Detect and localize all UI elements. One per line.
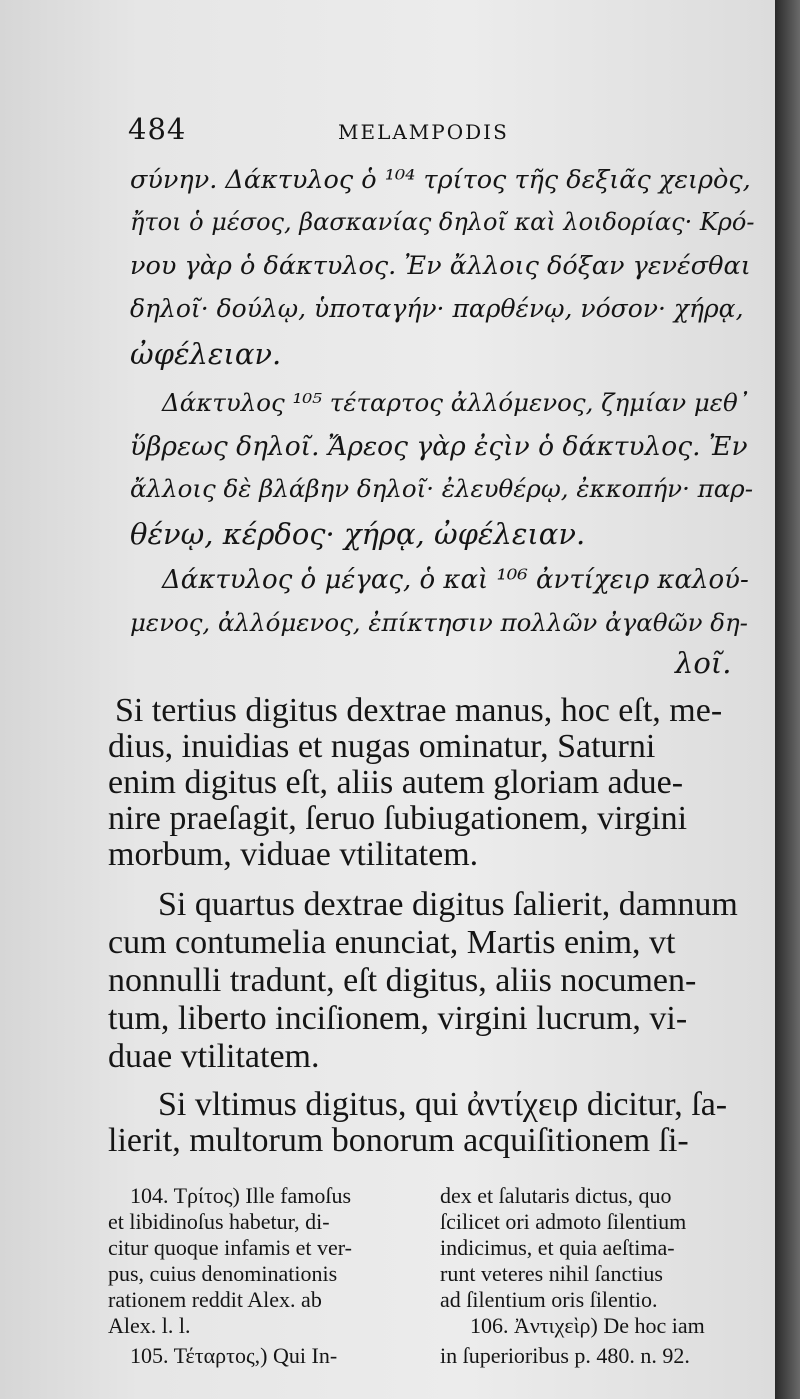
footnote-line: rationem reddit Alex. ab — [108, 1287, 322, 1312]
latin-line: lierit, multorum bonorum acquiſitionem ſi- — [108, 1122, 689, 1159]
footnote-line: 104. Τρίτος) Ille famoſus — [130, 1183, 352, 1208]
page-edge-shadow — [775, 0, 800, 1399]
greek-line: Δάκτυλος ὁ μέγας, ὁ καὶ ¹⁰⁶ ἀντίχειρ καλού- — [162, 565, 749, 595]
footnote-line: in ſuperioribus p. 480. n. 92. — [440, 1343, 690, 1368]
latin-line: enim digitus eſt, aliis autem gloriam adue- — [108, 764, 684, 801]
footnote-line: runt veteres nihil ſanctius — [440, 1261, 663, 1286]
greek-line: Δάκτυλος ¹⁰⁵ τέταρτος ἀλλόμενος, ζημίαν μεθ᾽ — [162, 388, 750, 417]
page-header — [128, 112, 688, 152]
latin-line: morbum, viduae vtilitatem. — [108, 836, 479, 873]
running-title: MELAMPODIS — [338, 120, 509, 144]
greek-line: δηλοῖ· δούλῳ, ὑποταγήν· παρθένῳ, νόσον· χήρᾳ, — [130, 294, 744, 323]
footnote-line: dex et ſalutaris dictus, quo — [440, 1183, 672, 1208]
greek-line: νου γὰρ ὁ δάκτυλος. Ἐν ἄλλοις δόξαν γενέσθαι — [130, 251, 751, 281]
greek-line: ὕβρεως δηλοῖ. Ἄρεος γὰρ ἐςὶν ὁ δάκτυλος. Ἐν — [130, 431, 748, 462]
footnote-line: Alex. l. l. — [108, 1313, 191, 1338]
latin-line: nire praeſagit, ſeruo ſubiugationem, virgini — [108, 800, 688, 837]
greek-line: μενος, ἀλλόμενος, ἐπίκτησιν πολλῶν ἀγαθῶν δη- — [130, 608, 748, 637]
greek-line: σύνην. Δάκτυλος ὁ ¹⁰⁴ τρίτος τῆς δεξιᾶς χειρὸς, — [130, 165, 751, 195]
latin-line: Si vltimus digitus, qui ἀντίχειρ dicitur, ſa- — [158, 1086, 728, 1123]
greek-line: ἤτοι ὁ μέσος, βασκανίας δηλοῖ καὶ λοιδορίας· Κρό- — [130, 208, 755, 236]
latin-line: tum, liberto inciſionem, virgini lucrum, vi- — [108, 1000, 688, 1037]
footnote-line: ad ſilentium oris ſilentio. — [440, 1287, 658, 1312]
latin-line: duae vtilitatem. — [108, 1038, 320, 1075]
footnote-line: ſcilicet ori admoto ſilentium — [440, 1209, 687, 1234]
page-number: 484 — [128, 112, 187, 146]
greek-line: ὠφέλειαν. — [130, 337, 282, 371]
latin-line: dius, inuidias et nugas ominatur, Saturni — [108, 728, 656, 765]
greek-line: θένῳ, κέρδος· χήρᾳ, ὠφέλειαν. — [130, 517, 586, 551]
latin-line: Si tertius digitus dextrae manus, hoc eſt, me- — [115, 692, 723, 729]
greek-line: ἄλλοις δὲ βλάβην δηλοῖ· ἐλευθέρῳ, ἐκκοπήν· παρ- — [130, 474, 753, 503]
latin-line: Si quartus dextrae digitus ſalierit, damnum — [158, 886, 738, 923]
footnote-line: pus, cuius denominationis — [108, 1261, 338, 1286]
footnote-line: indicimus, et quia aeſtima- — [440, 1235, 675, 1260]
latin-line: nonnulli tradunt, eſt digitus, aliis nocumen- — [108, 962, 697, 999]
footnote-line: 105. Τέταρτος,) Qui In- — [130, 1343, 338, 1368]
latin-line: cum contumelia enunciat, Martis enim, vt — [108, 924, 676, 961]
greek-line: λοῖ. — [675, 646, 732, 680]
footnote-line: et libidinoſus habetur, di- — [108, 1209, 330, 1234]
footnote-line: 106. Ἀντιχεὶρ) De hoc iam — [470, 1313, 705, 1338]
footnote-line: citur quoque infamis et ver- — [108, 1235, 352, 1260]
